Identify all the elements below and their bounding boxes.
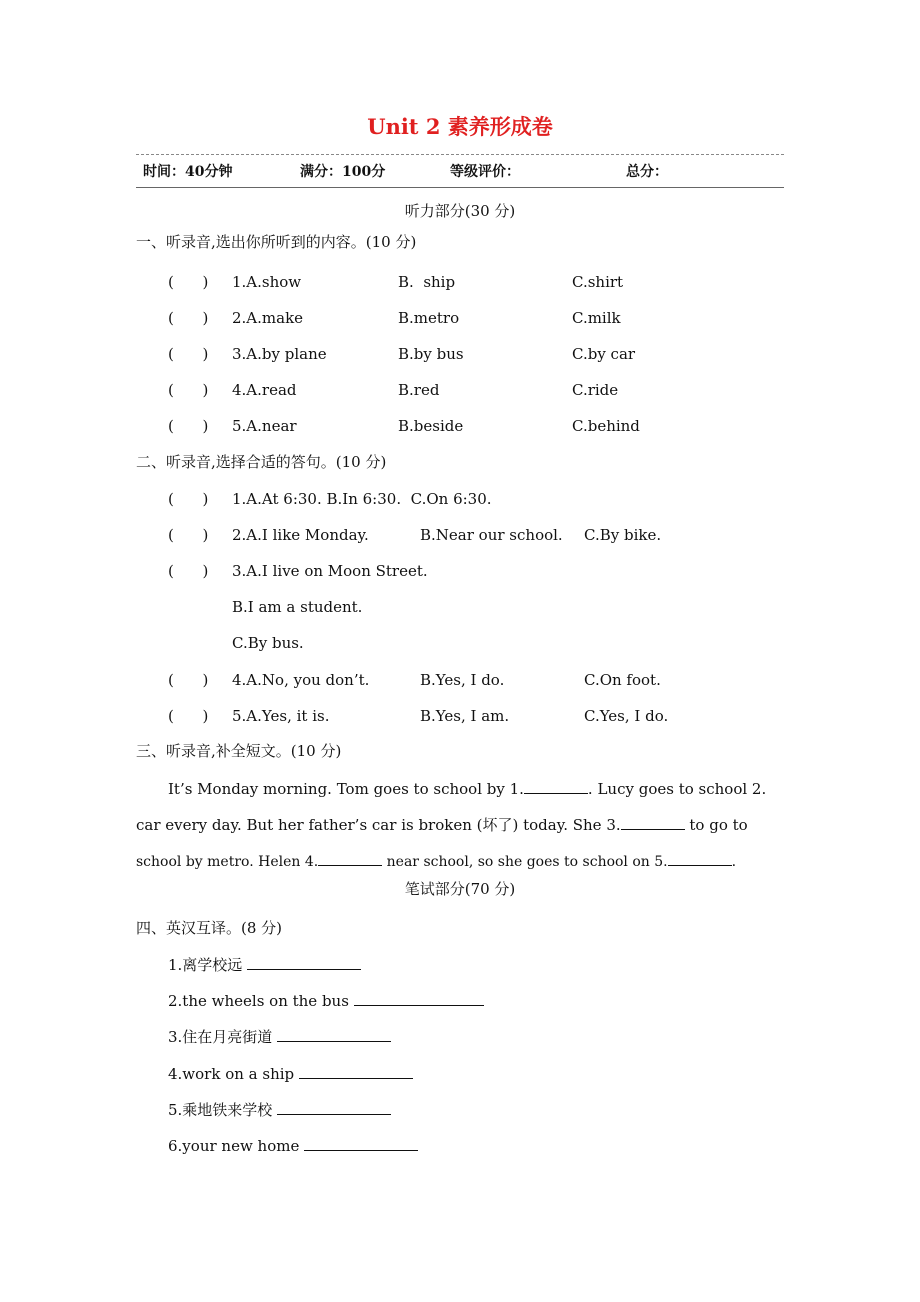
translate-prompt: 1.离学校远 bbox=[168, 956, 243, 974]
s2-q4-option-b: B.Yes, I do. bbox=[420, 671, 505, 689]
s4-item-1 bbox=[168, 954, 361, 975]
answer-line[interactable] bbox=[354, 990, 484, 1006]
passage-text: near school, so she goes to school on 5. bbox=[382, 854, 668, 870]
s1-q5-option-b: B.beside bbox=[398, 417, 464, 435]
section1-heading: 一、听录音,选出你所听到的内容。(10 分) bbox=[136, 233, 417, 251]
answer-bracket[interactable]: ( ) bbox=[168, 526, 209, 544]
answer-line[interactable] bbox=[304, 1135, 418, 1151]
passage-text: car every day. But her father’s car is broken (坏了) today. She 3. bbox=[136, 816, 621, 834]
s2-q5-option-a: 5.A.Yes, it is. bbox=[232, 707, 330, 725]
s4-item-4 bbox=[168, 1063, 413, 1084]
answer-bracket[interactable]: ( ) bbox=[168, 309, 209, 327]
passage-line-3 bbox=[136, 850, 736, 872]
grade-label: 等级评价： bbox=[450, 164, 520, 180]
time-label: 时间：40分钟 bbox=[143, 164, 233, 180]
answer-bracket[interactable]: ( ) bbox=[168, 671, 209, 689]
written-part-heading: 笔试部分(70 分) bbox=[404, 880, 516, 898]
s2-q3-option-c: C.By bus. bbox=[232, 634, 304, 652]
translate-prompt: 5.乘地铁来学校 bbox=[168, 1101, 273, 1119]
s4-item-2 bbox=[168, 990, 484, 1011]
answer-bracket[interactable]: ( ) bbox=[168, 562, 209, 580]
passage-line-2 bbox=[136, 814, 748, 835]
s1-q3-option-a: 3.A.by plane bbox=[232, 345, 327, 363]
s2-q1-options: 1.A.At 6:30. B.In 6:30. C.On 6:30. bbox=[232, 490, 492, 508]
s1-q2-option-c: C.milk bbox=[572, 309, 621, 327]
listening-part-heading: 听力部分(30 分) bbox=[404, 202, 516, 220]
s2-q4-option-a: 4.A.No, you don’t. bbox=[232, 671, 370, 689]
s2-q3-option-b: B.I am a student. bbox=[232, 598, 363, 616]
translate-prompt: 4.work on a ship bbox=[168, 1065, 295, 1083]
s1-q1-option-a: 1.A.show bbox=[232, 273, 302, 291]
answer-bracket[interactable]: ( ) bbox=[168, 707, 209, 725]
s1-q3-option-b: B.by bus bbox=[398, 345, 464, 363]
translate-prompt: 3.住在月亮街道 bbox=[168, 1028, 273, 1046]
section3-heading: 三、听录音,补全短文。(10 分) bbox=[136, 742, 342, 760]
total-label: 总分： bbox=[626, 164, 668, 180]
section2-heading: 二、听录音,选择合适的答句。(10 分) bbox=[136, 453, 387, 471]
answer-blank-4[interactable] bbox=[318, 850, 382, 866]
answer-bracket[interactable]: ( ) bbox=[168, 273, 209, 291]
header-divider-solid bbox=[136, 187, 784, 188]
answer-bracket[interactable]: ( ) bbox=[168, 381, 209, 399]
answer-line[interactable] bbox=[277, 1026, 391, 1042]
passage-text: . bbox=[731, 854, 737, 870]
answer-line[interactable] bbox=[299, 1063, 413, 1079]
answer-blank-3[interactable] bbox=[621, 814, 685, 830]
s1-q1-option-c: C.shirt bbox=[572, 273, 624, 291]
s4-item-6 bbox=[168, 1135, 418, 1156]
passage-text: . Lucy goes to school 2. bbox=[587, 780, 767, 798]
answer-blank-1[interactable] bbox=[524, 778, 588, 794]
s1-q2-option-a: 2.A.make bbox=[232, 309, 304, 327]
answer-bracket[interactable]: ( ) bbox=[168, 345, 209, 363]
s2-q2-option-c: C.By bike. bbox=[584, 526, 662, 544]
s1-q4-option-c: C.ride bbox=[572, 381, 619, 399]
passage-text: to go to bbox=[684, 816, 748, 834]
s2-q2-option-b: B.Near our school. bbox=[420, 526, 563, 544]
s1-q3-option-c: C.by car bbox=[572, 345, 636, 363]
answer-line[interactable] bbox=[247, 954, 361, 970]
s1-q1-option-b: B. ship bbox=[398, 273, 456, 291]
answer-line[interactable] bbox=[277, 1099, 391, 1115]
full-score-label: 满分：100分 bbox=[300, 164, 386, 180]
translate-prompt: 2.the wheels on the bus bbox=[168, 992, 349, 1010]
s1-q5-option-a: 5.A.near bbox=[232, 417, 297, 435]
s2-q4-option-c: C.On foot. bbox=[584, 671, 661, 689]
passage-line-1 bbox=[168, 778, 766, 799]
answer-blank-5[interactable] bbox=[668, 850, 732, 866]
s1-q5-option-c: C.behind bbox=[572, 417, 640, 435]
section4-heading: 四、英汉互译。(8 分) bbox=[136, 919, 283, 937]
s1-q4-option-a: 4.A.read bbox=[232, 381, 297, 399]
s4-item-3 bbox=[168, 1026, 391, 1047]
s1-q2-option-b: B.metro bbox=[398, 309, 460, 327]
s2-q3-option-a: 3.A.I live on Moon Street. bbox=[232, 562, 428, 580]
answer-bracket[interactable]: ( ) bbox=[168, 417, 209, 435]
passage-text: school by metro. Helen 4. bbox=[136, 854, 319, 870]
page-title: Unit 2 素养形成卷 bbox=[367, 114, 553, 139]
translate-prompt: 6.your new home bbox=[168, 1137, 300, 1155]
passage-text: It’s Monday morning. Tom goes to school by 1. bbox=[168, 780, 524, 798]
s2-q2-option-a: 2.A.I like Monday. bbox=[232, 526, 369, 544]
s2-q5-option-b: B.Yes, I am. bbox=[420, 707, 510, 725]
s2-q5-option-c: C.Yes, I do. bbox=[584, 707, 669, 725]
answer-bracket[interactable]: ( ) bbox=[168, 490, 209, 508]
s1-q4-option-b: B.red bbox=[398, 381, 440, 399]
s4-item-5 bbox=[168, 1099, 391, 1120]
header-divider-dashed bbox=[136, 154, 784, 155]
